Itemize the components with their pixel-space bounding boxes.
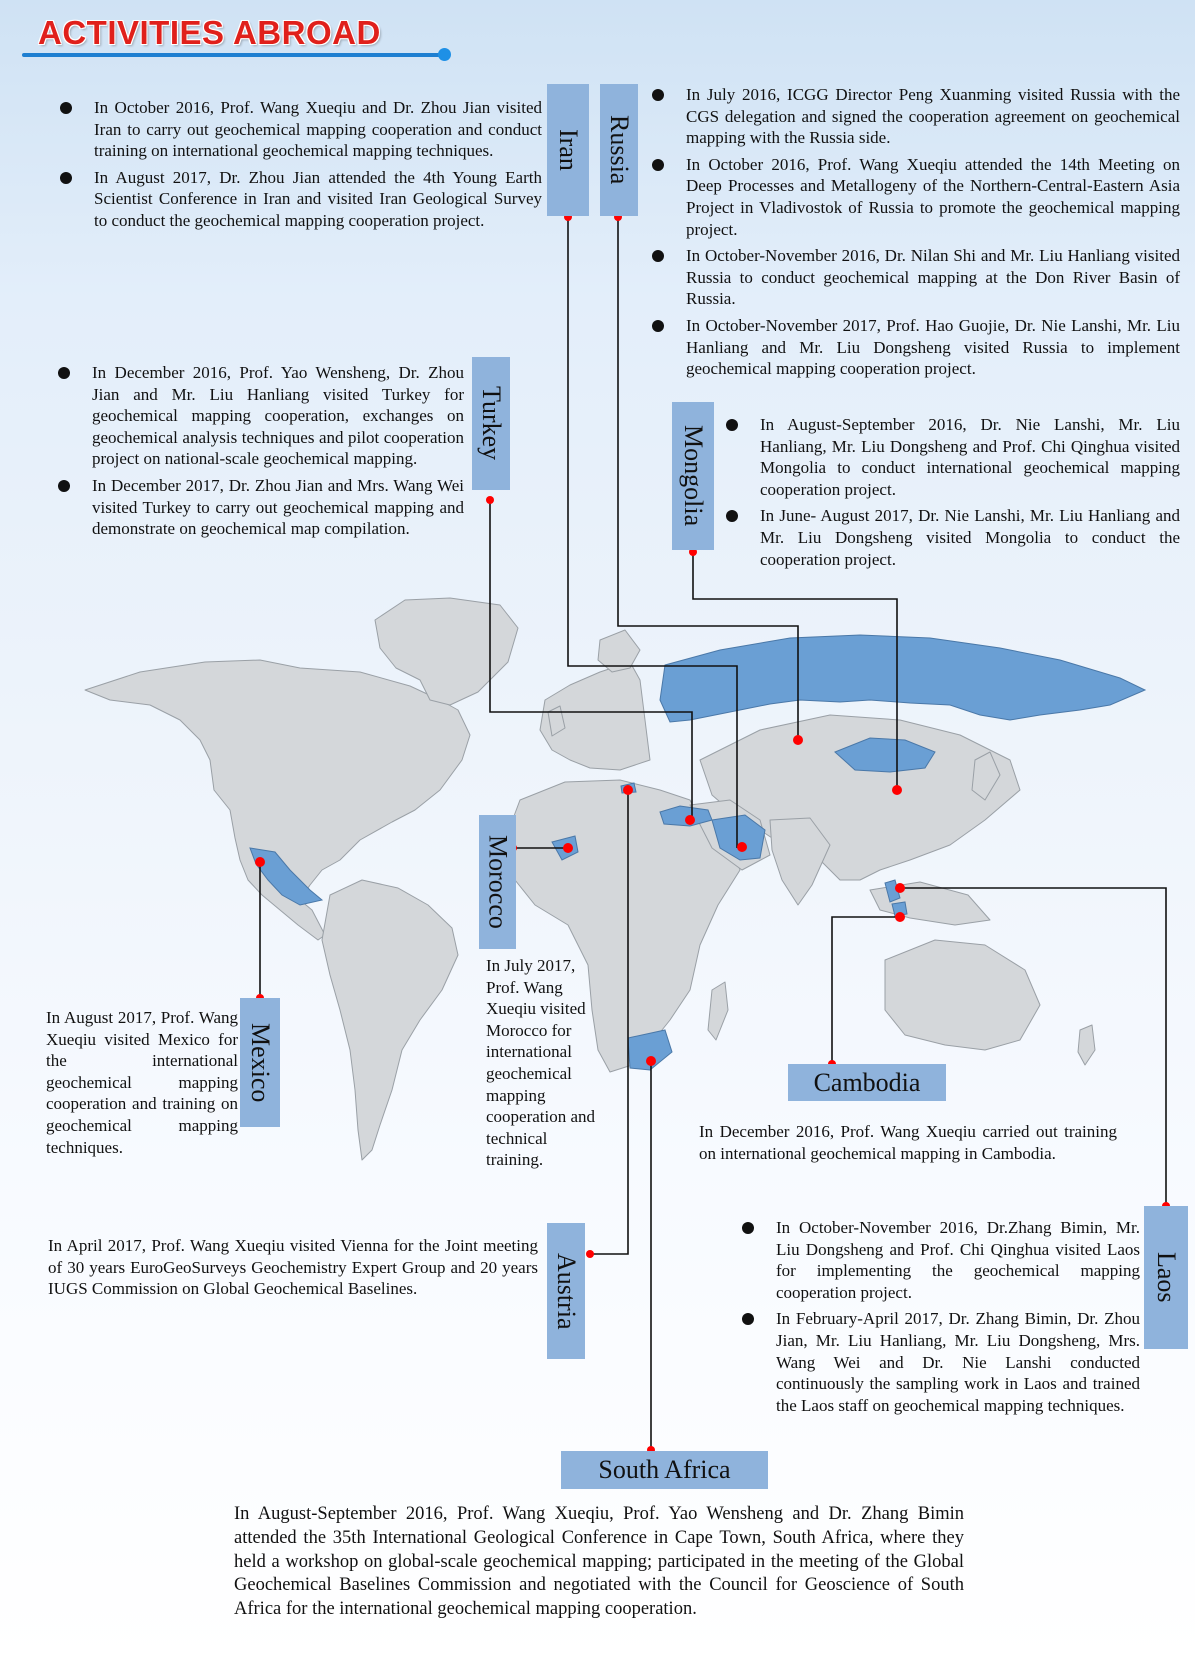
mexico-text: In August 2017, Prof. Wang Xueqiu visited Mexico for the international geochemical mapping cooperation and training on geochemical mapping techniques. bbox=[46, 1008, 238, 1157]
morocco-activities bbox=[486, 955, 602, 1175]
label-mexico: Mexico bbox=[240, 998, 280, 1127]
label-austria: Austria bbox=[547, 1223, 585, 1359]
label-turkey: Turkey bbox=[472, 357, 510, 490]
mexico-activities bbox=[46, 1007, 238, 1162]
new-zealand-landmass bbox=[1078, 1025, 1095, 1065]
australia-landmass bbox=[885, 940, 1040, 1050]
list-item: In August 2017, Dr. Zhou Jian attended the 4th Young Earth Scientist Conference in Iran and visited Iran Geological Survey to conduct the geochemical mapping cooperation project. bbox=[56, 167, 542, 232]
marker-laos bbox=[895, 883, 905, 893]
list-item: In October-November 2016, Dr.Zhang Bimin, Mr. Liu Dongsheng and Prof. Chi Qinghua visited Laos for implementing the geochemical mapping cooperation project. bbox=[738, 1217, 1140, 1303]
label-russia: Russia bbox=[600, 84, 638, 216]
austria-text: In April 2017, Prof. Wang Xueqiu visited Vienna for the Joint meeting of 30 years EuroGeoSurveys Geochemistry Expert Group and 20 years IUGS Commission on Global Geochemical Baselines. bbox=[48, 1236, 538, 1299]
madagascar-landmass bbox=[708, 982, 728, 1040]
south-africa-activities bbox=[234, 1503, 964, 1626]
marker-mongolia bbox=[892, 785, 902, 795]
cambodia-text: In December 2016, Prof. Wang Xueqiu carried out training on international geochemical mapping in Cambodia. bbox=[699, 1122, 1117, 1163]
marker-turkey bbox=[685, 815, 695, 825]
marker-austria-label bbox=[586, 1250, 594, 1258]
list-item: In December 2016, Prof. Yao Wensheng, Dr. Zhou Jian and Mr. Liu Hanliang visited Turkey for geochemical mapping cooperation, exchanges on geochemical analysis techniques and pilot cooperation project on national-scale geochemical mapping. bbox=[54, 362, 464, 470]
marker-mexico bbox=[255, 857, 265, 867]
laos-activities bbox=[738, 1217, 1140, 1421]
list-item: In August-September 2016, Dr. Nie Lanshi, Mr. Liu Hanliang, Mr. Liu Dongsheng and Prof. Chi Qinghua visited Mongolia to conduct international geochemical mapping cooperation project. bbox=[722, 414, 1180, 500]
label-iran: Iran bbox=[547, 84, 589, 216]
list-item: In December 2017, Dr. Zhou Jian and Mrs. Wang Wei visited Turkey to carry out geochemical mapping and demonstrate on geochemical map compilation. bbox=[54, 475, 464, 540]
list-item: In October 2016, Prof. Wang Xueqiu and Dr. Zhou Jian visited Iran to carry out geochemical mapping cooperation and conduct training on international geochemical mapping techniques. bbox=[56, 97, 542, 162]
label-cambodia: Cambodia bbox=[788, 1064, 946, 1101]
marker-south-africa bbox=[646, 1056, 656, 1066]
list-item: In October 2016, Prof. Wang Xueqiu attended the 14th Meeting on Deep Processes and Metallogeny of the Northern-Central-Eastern Asia Project in Vladivostok of Russia to promote the geochemical mapping project. bbox=[648, 154, 1180, 240]
marker-morocco bbox=[563, 843, 573, 853]
south-america-landmass bbox=[322, 880, 458, 1160]
marker-iran bbox=[737, 842, 747, 852]
label-laos: Laos bbox=[1144, 1206, 1188, 1349]
mongolia-activities bbox=[722, 414, 1180, 575]
connector-turkey bbox=[490, 500, 692, 820]
list-item: In July 2016, ICGG Director Peng Xuanming visited Russia with the CGS delegation and signed the cooperation agreement on geochemical mapping with the Russia side. bbox=[648, 84, 1180, 149]
austria-activities bbox=[48, 1235, 538, 1304]
list-item: In October-November 2017, Prof. Hao Guojie, Dr. Nie Lanshi, Mr. Liu Hanliang and Mr. Liu Dongsheng visited Russia to implement geochemical mapping cooperation project. bbox=[648, 315, 1180, 380]
label-morocco: Morocco bbox=[479, 815, 516, 949]
list-item: In October-November 2016, Dr. Nilan Shi and Mr. Liu Hanliang visited Russia to conduct geochemical mapping at the Don River Basin of Russia. bbox=[648, 245, 1180, 310]
turkey-activities bbox=[54, 362, 464, 545]
label-mongolia: Mongolia bbox=[672, 402, 714, 550]
marker-russia bbox=[793, 735, 803, 745]
marker-turkey-label bbox=[486, 496, 494, 504]
page-title: ACTIVITIES ABROAD bbox=[38, 14, 381, 51]
cambodia-activities bbox=[699, 1121, 1117, 1168]
list-item: In February-April 2017, Dr. Zhang Bimin, Dr. Zhou Jian, Mr. Liu Hanliang, Mr. Liu Dongsheng, Mrs. Wang Wei and Dr. Nie Lanshi conducted continuously the sampling work in Laos and trained the Laos staff on geochemical mapping techniques. bbox=[738, 1308, 1140, 1416]
marker-austria bbox=[623, 785, 633, 795]
iran-activities bbox=[56, 97, 542, 237]
south-africa-text: In August-September 2016, Prof. Wang Xueqiu, Prof. Yao Wensheng and Dr. Zhang Bimin attended the 35th International Geological Conference in Cape Town, South Africa, where they held a workshop on global-scale geochemical mapping; participated in the meeting of the Global Geochemical Baselines Commission and negotiated with the Council for Geoscience of South Africa for the international geochemical mapping cooperation. bbox=[234, 1504, 964, 1620]
russia-visited bbox=[660, 635, 1145, 722]
russia-activities bbox=[648, 84, 1180, 385]
marker-cambodia bbox=[895, 912, 905, 922]
list-item: In June- August 2017, Dr. Nie Lanshi, Mr. Liu Hanliang and Mr. Liu Dongsheng visited Mongolia to conduct the cooperation project. bbox=[722, 505, 1180, 570]
morocco-text: In July 2017, Prof. Wang Xueqiu visited Morocco for international geochemical mapping cooperation and technical training. bbox=[486, 956, 596, 1170]
label-south-africa: South Africa bbox=[561, 1451, 768, 1489]
